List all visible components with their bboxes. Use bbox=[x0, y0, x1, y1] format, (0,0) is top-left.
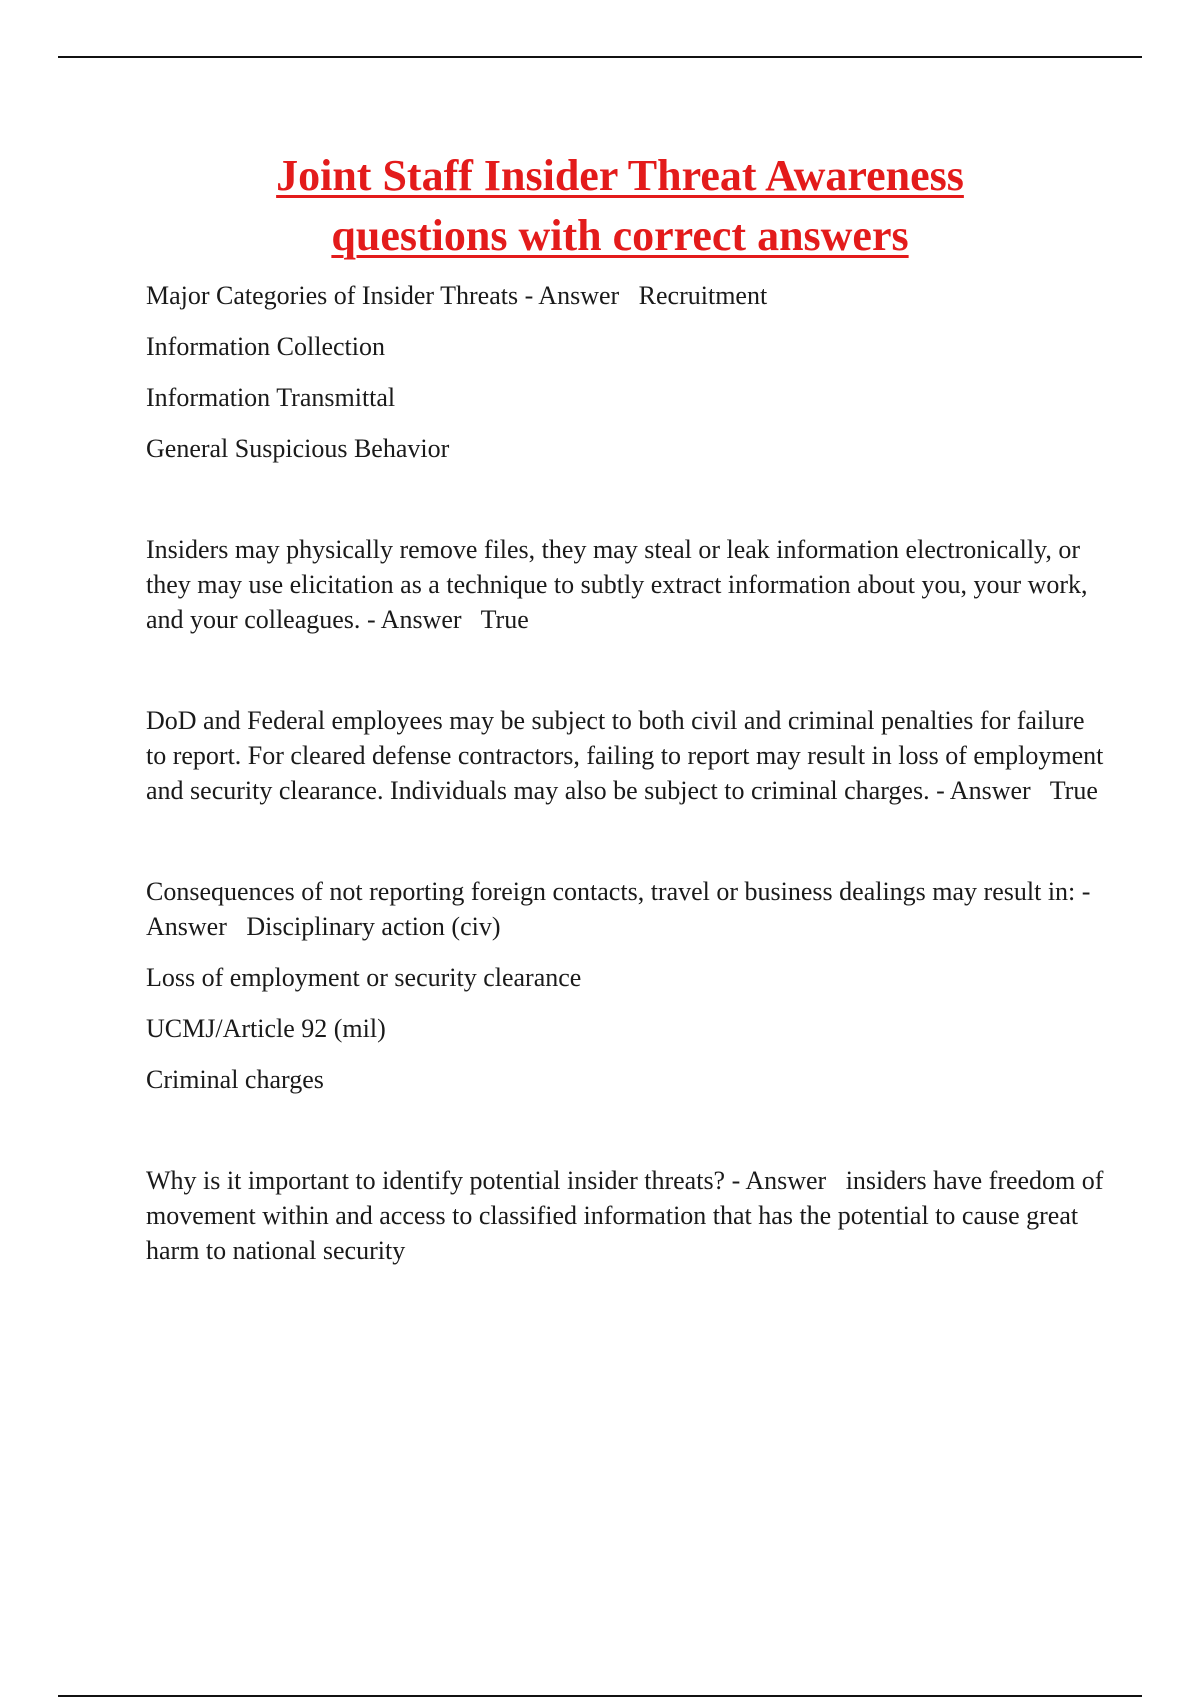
answer-text: insiders have freedom of movement within and access to classified information that has the potential to cause great harm to national security bbox=[146, 1166, 1104, 1265]
top-rule bbox=[58, 56, 1142, 58]
question-text: DoD and Federal employees may be subject to both civil and criminal penalties for failure to report. For cleared defense contractors, failing to report may result in loss of employment and security clearance. Individuals may also be subject to criminal charges. bbox=[146, 706, 1104, 805]
question-text: Consequences of not reporting foreign contacts, travel or business dealings may result in: bbox=[146, 877, 1076, 906]
answer-text: Disciplinary action (civ) bbox=[246, 912, 501, 941]
answer-text: Recruitment bbox=[638, 281, 768, 310]
qa-item-3 bbox=[146, 703, 1106, 808]
qa-item-1 bbox=[146, 278, 1106, 466]
answer-label: - Answer bbox=[366, 605, 462, 634]
qa-question-line bbox=[146, 874, 1106, 944]
qa-question-line bbox=[146, 703, 1106, 808]
question-text: Why is it important to identify potential insider threats? bbox=[146, 1166, 726, 1195]
title-line-1: Joint Staff Insider Threat Awareness bbox=[276, 151, 964, 200]
qa-question-line bbox=[146, 278, 1106, 313]
answer-extra-line: General Suspicious Behavior bbox=[146, 434, 450, 463]
qa-question-line bbox=[146, 1163, 1106, 1268]
title-line-2: questions with correct answers bbox=[331, 211, 909, 260]
qa-item-2 bbox=[146, 532, 1106, 637]
answer-extra-line: Information Transmittal bbox=[146, 383, 396, 412]
answer-label: - Answer bbox=[524, 281, 620, 310]
question-text: Major Categories of Insider Threats bbox=[146, 281, 519, 310]
answer-label: - Answer bbox=[936, 776, 1031, 805]
question-text: Insiders may physically remove files, they may steal or leak information electronically, or they may use elicitation as a technique to subtly extract information about you, your work, and your colleagues. bbox=[146, 535, 1088, 634]
answer-label: - Answer bbox=[731, 1166, 827, 1195]
qa-question-line bbox=[146, 532, 1106, 637]
answer-extra-line: UCMJ/Article 92 (mil) bbox=[146, 1014, 386, 1043]
answer-text: True bbox=[480, 605, 529, 634]
answer-extra-line: Criminal charges bbox=[146, 1065, 324, 1094]
qa-list bbox=[146, 278, 1106, 1268]
answer-text: True bbox=[1049, 776, 1098, 805]
answer-extra-line: Information Collection bbox=[146, 332, 386, 361]
answer-extra-line: Loss of employment or security clearance bbox=[146, 963, 582, 992]
qa-item-4 bbox=[146, 874, 1106, 1097]
bottom-rule bbox=[58, 1695, 1142, 1697]
answer-label: - Answer bbox=[146, 877, 1091, 941]
document-title bbox=[60, 146, 1180, 266]
qa-item-5 bbox=[146, 1163, 1106, 1268]
